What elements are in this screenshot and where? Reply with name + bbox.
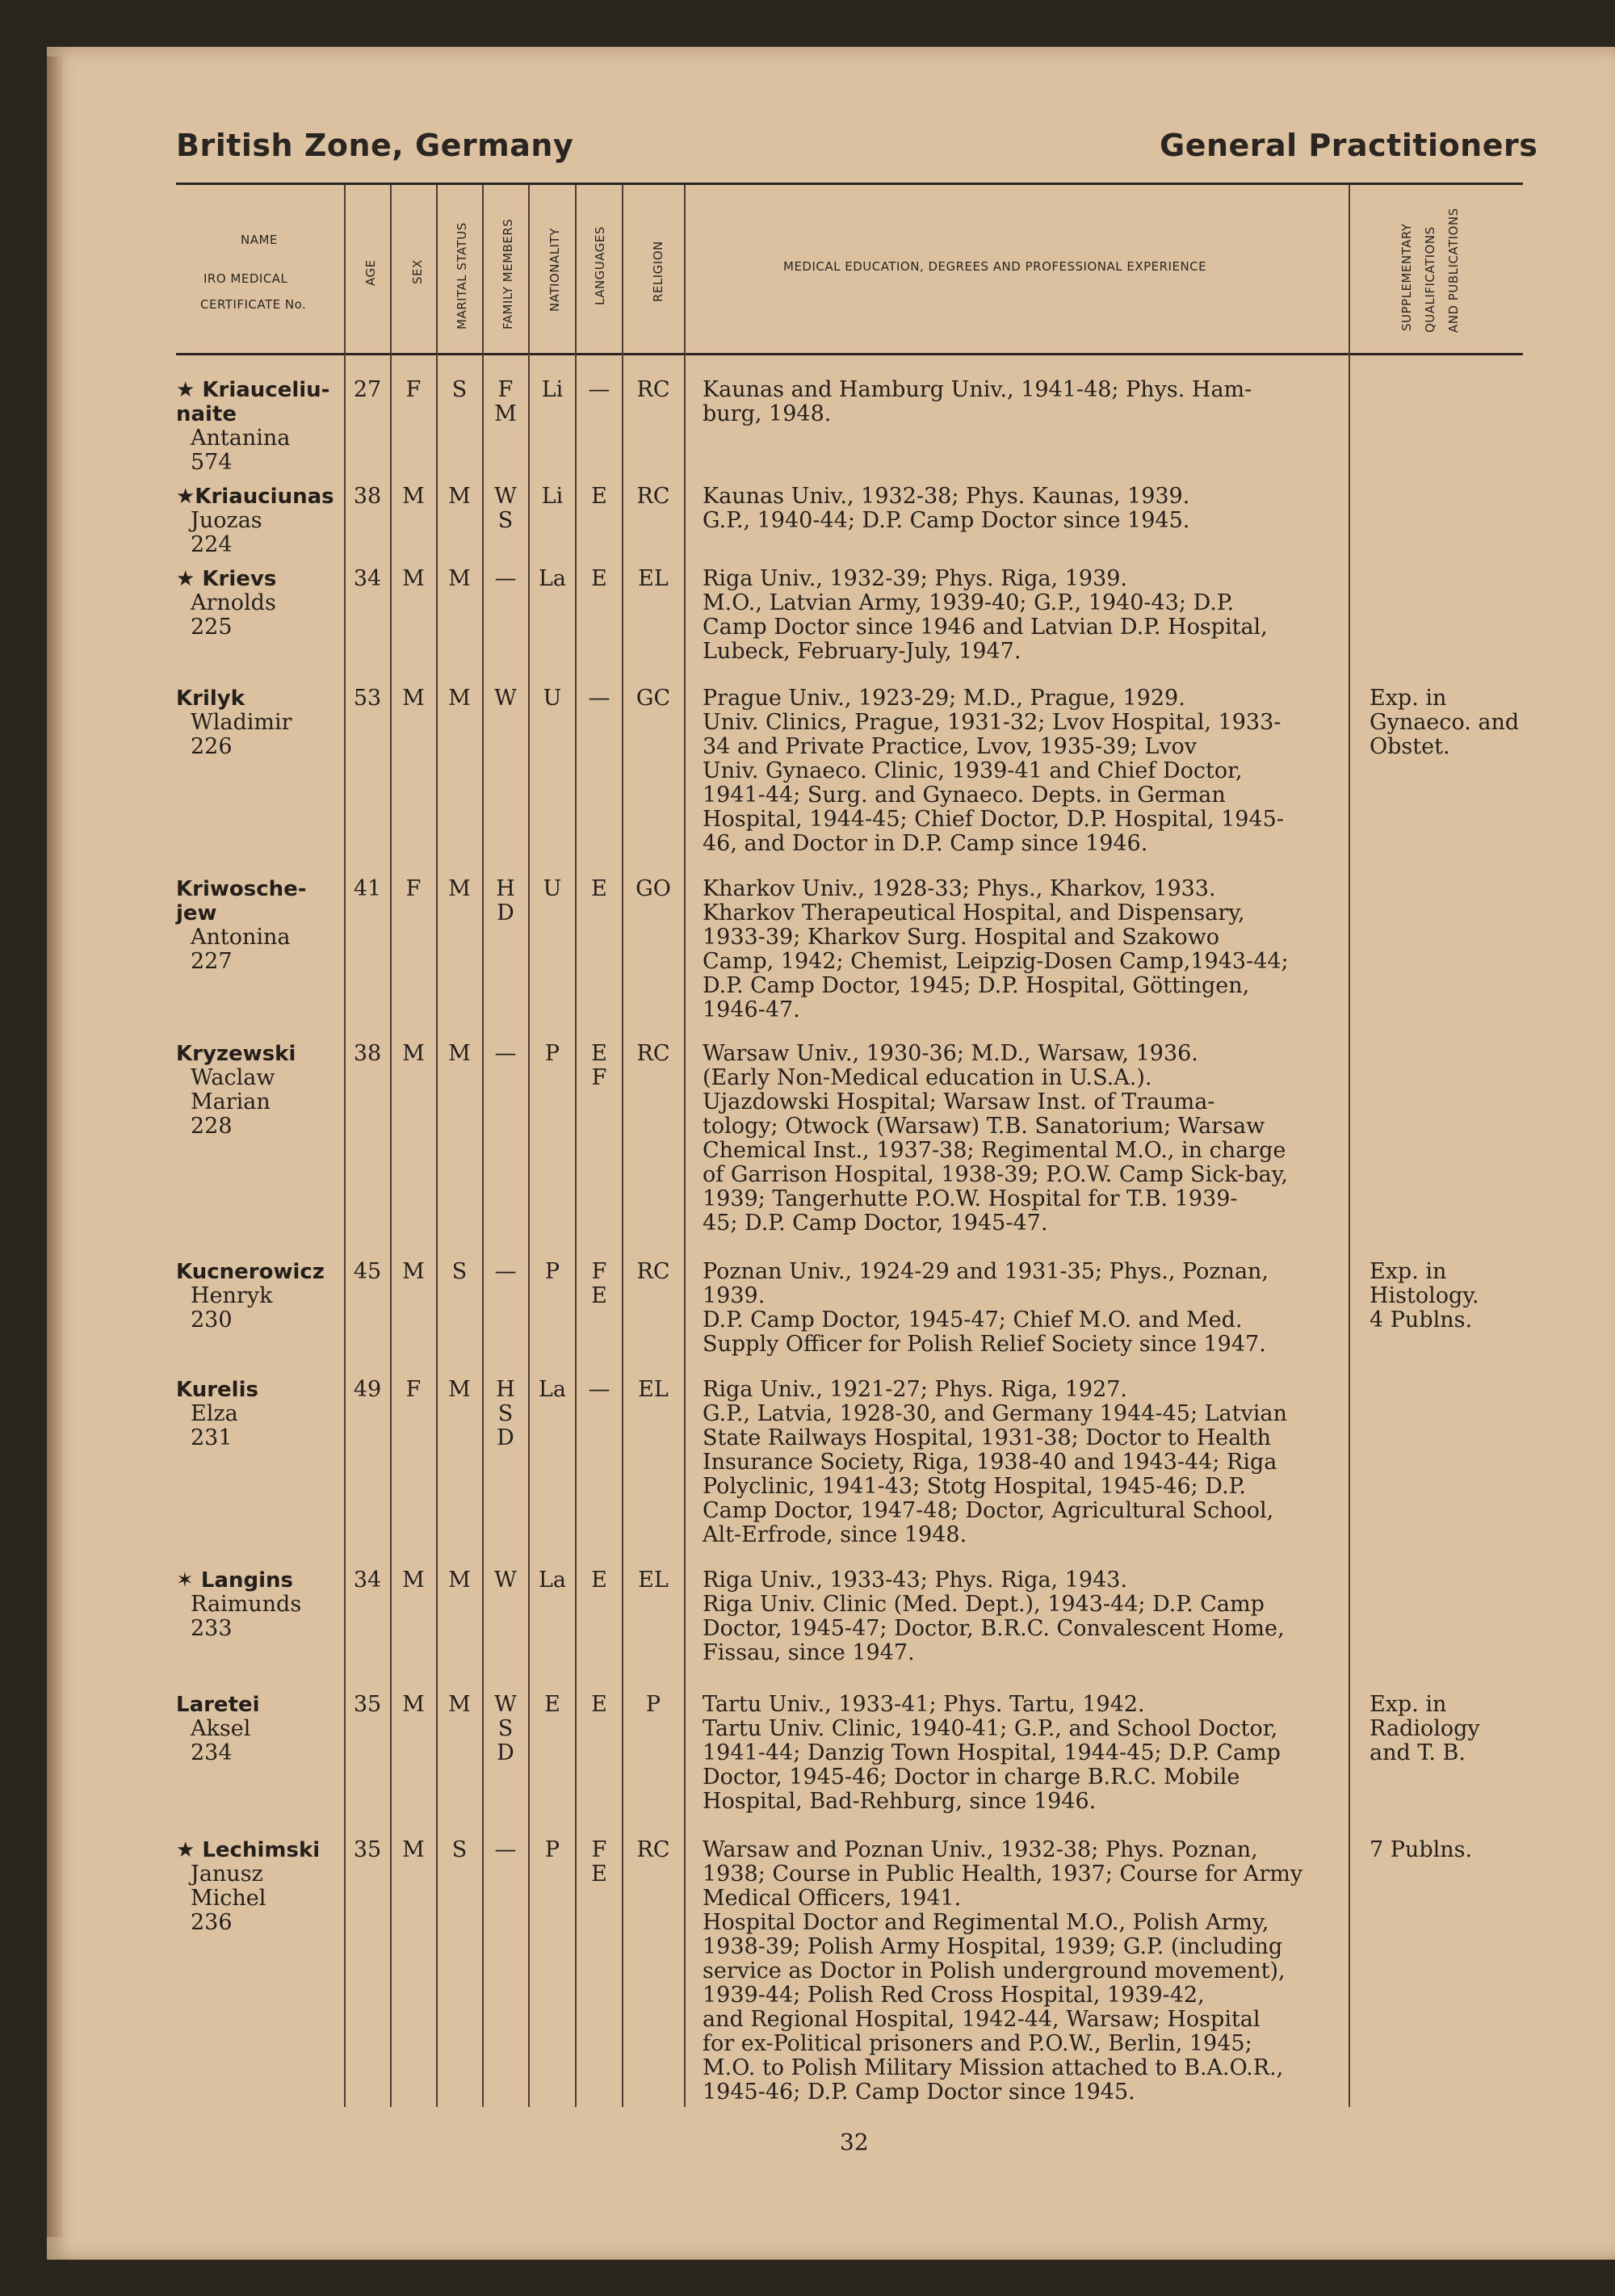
entry-age: 53	[353, 686, 382, 711]
entry-supplementary: Histology.	[1370, 1283, 1479, 1308]
entry-marital: S	[451, 377, 468, 402]
entry-language: E	[591, 566, 607, 591]
entry-experience-line: Warsaw and Poznan Univ., 1932-38; Phys. Poznan,	[703, 1837, 1258, 1862]
entry-family: W	[494, 686, 517, 711]
entry-nationality: La	[538, 566, 567, 591]
col-rule	[528, 185, 530, 2107]
col-rule	[344, 185, 346, 2107]
entry-nationality: Li	[541, 377, 564, 402]
entry-marital: M	[448, 566, 471, 591]
entry-family: W	[494, 484, 517, 509]
entry-experience-line: Fissau, since 1947.	[703, 1640, 915, 1665]
entry-given-name: 233	[191, 1616, 233, 1641]
col-rule	[622, 185, 623, 2107]
col-supp-line3: AND PUBLICATIONS	[1446, 208, 1461, 333]
entry-given-name: 227	[191, 949, 233, 974]
entry-experience-line: 1946-47.	[703, 997, 800, 1022]
entry-given-name: 230	[191, 1308, 233, 1333]
entry-name: Kryzewski	[176, 1042, 296, 1066]
entry-nationality: La	[538, 1568, 567, 1593]
col-marital: MARITAL STATUS	[455, 222, 469, 329]
entry-experience-line: Univ. Clinics, Prague, 1931-32; Lvov Hospital, 1933-	[703, 710, 1282, 735]
entry-name: ★ Kriauceliu-	[176, 378, 330, 402]
entry-age: 49	[353, 1377, 382, 1402]
entry-given-name: 236	[191, 1910, 233, 1935]
entry-given-name: Michel	[191, 1886, 266, 1911]
entry-marital: M	[448, 1692, 471, 1717]
entry-religion: EL	[638, 566, 669, 591]
entry-religion: GO	[636, 876, 671, 901]
entry-marital: M	[448, 1377, 471, 1402]
entry-age: 34	[353, 1568, 382, 1593]
top-rule	[176, 183, 1523, 185]
entry-supplementary: Obstet.	[1370, 734, 1450, 759]
entry-experience-line: Ujazdowski Hospital; Warsaw Inst. of Trauma-	[703, 1089, 1215, 1114]
entry-experience-line: 1941-44; Danzig Town Hospital, 1944-45; D.P. Camp	[703, 1740, 1281, 1765]
entry-given-name: 224	[191, 532, 233, 557]
entry-language: E	[591, 1041, 607, 1066]
entry-experience-line: Riga Univ., 1933-43; Phys. Riga, 1943.	[703, 1568, 1128, 1593]
entry-marital: S	[451, 1259, 468, 1284]
entry-marital: M	[448, 1041, 471, 1066]
col-supp-line1: SUPPLEMENTARY	[1399, 223, 1414, 331]
entry-experience-line: Chemical Inst., 1937-38; Regimental M.O., in charge	[703, 1138, 1286, 1163]
entry-family: —	[494, 1837, 517, 1862]
entry-family: S	[497, 508, 514, 533]
entry-age: 45	[353, 1259, 382, 1284]
entry-given-name: 231	[191, 1425, 233, 1450]
entry-family: S	[497, 1716, 514, 1741]
entry-experience-line: Riga Univ., 1921-27; Phys. Riga, 1927.	[703, 1377, 1128, 1402]
running-head-left: British Zone, Germany	[176, 128, 574, 163]
entry-experience-line: Insurance Society, Riga, 1938-40 and 1943-44; Riga	[703, 1450, 1277, 1475]
entry-nationality: U	[543, 686, 562, 711]
entry-given-name: 225	[191, 615, 233, 640]
entry-family: H	[496, 876, 515, 901]
entry-experience-line: Riga Univ. Clinic (Med. Dept.), 1943-44; D.P. Camp	[703, 1592, 1265, 1617]
entry-experience-line: Lubeck, February-July, 1947.	[703, 639, 1021, 664]
entry-religion: RC	[636, 1041, 670, 1066]
page-edge	[47, 57, 63, 2237]
col-name-line3: CERTIFICATE No.	[200, 297, 307, 312]
entry-experience-line: Hospital, 1944-45; Chief Doctor, D.P. Hospital, 1945-	[703, 807, 1284, 832]
entry-experience-line: Univ. Gynaeco. Clinic, 1939-41 and Chief Doctor,	[703, 758, 1243, 783]
entry-experience-line: Alt-Erfrode, since 1948.	[703, 1522, 967, 1547]
entry-supplementary: 4 Publns.	[1370, 1308, 1473, 1333]
entry-experience-line: 1939-44; Polish Red Cross Hospital, 1939-42,	[703, 1983, 1205, 2008]
entry-name: Kucnerowicz	[176, 1260, 325, 1284]
entry-experience-line: for ex-Political prisoners and P.O.W., Berlin, 1945;	[703, 2031, 1252, 2056]
entry-name: ★ Krievs	[176, 567, 277, 591]
entry-age: 35	[353, 1837, 382, 1862]
entry-religion: GC	[636, 686, 671, 711]
entry-family: S	[497, 1401, 514, 1426]
entry-name: Krilyk	[176, 686, 245, 711]
entry-experience-line: Tartu Univ. Clinic, 1940-41; G.P., and School Doctor,	[703, 1716, 1278, 1741]
col-supp-line2: QUALIFICATIONS	[1423, 226, 1437, 333]
entry-sex: M	[402, 1837, 425, 1862]
entry-experience-line: Riga Univ., 1932-39; Phys. Riga, 1939.	[703, 566, 1128, 591]
entry-language: E	[591, 1692, 607, 1717]
entry-nationality: P	[544, 1837, 560, 1862]
entry-given-name: Antanina	[191, 426, 291, 451]
entry-experience-line: Prague Univ., 1923-29; M.D., Prague, 1929.	[703, 686, 1185, 711]
entry-family: —	[494, 1259, 517, 1284]
entry-sex: M	[402, 1568, 425, 1593]
col-rule	[436, 185, 438, 2107]
entry-religion: EL	[638, 1568, 669, 1593]
entry-name: ★ Lechimski	[176, 1838, 321, 1862]
entry-experience-line: Warsaw Univ., 1930-36; M.D., Warsaw, 1936.	[703, 1041, 1198, 1066]
entry-marital: M	[448, 484, 471, 509]
entry-experience-line: Tartu Univ., 1933-41; Phys. Tartu, 1942.	[703, 1692, 1145, 1717]
entry-given-name: 226	[191, 734, 233, 759]
entry-experience-line: 1933-39; Kharkov Surg. Hospital and Szakowo	[703, 925, 1220, 950]
entry-age: 38	[353, 1041, 382, 1066]
entry-religion: RC	[636, 1259, 670, 1284]
entry-sex: M	[402, 1692, 425, 1717]
entry-family: W	[494, 1568, 517, 1593]
col-experience: MEDICAL EDUCATION, DEGREES AND PROFESSIONAL EXPERIENCE	[783, 259, 1207, 274]
entry-supplementary: Radiology	[1370, 1716, 1480, 1741]
entry-experience-line: of Garrison Hospital, 1938-39; P.O.W. Camp Sick-bay,	[703, 1162, 1288, 1187]
entry-name: naite	[176, 402, 237, 426]
entry-given-name: Antonina	[191, 925, 291, 950]
entry-language: F	[591, 1259, 607, 1284]
col-rule	[1349, 185, 1350, 2107]
entry-given-name: Elza	[191, 1401, 238, 1426]
entry-experience-line: Kaunas Univ., 1932-38; Phys. Kaunas, 1939.	[703, 484, 1190, 509]
entry-language: E	[591, 876, 607, 901]
entry-age: 27	[353, 377, 382, 402]
entry-age: 41	[353, 876, 382, 901]
entry-sex: M	[402, 1041, 425, 1066]
entry-experience-line: Poznan Univ., 1924-29 and 1931-35; Phys., Poznan,	[703, 1259, 1269, 1284]
entry-experience-line: Camp, 1942; Chemist, Leipzig-Dosen Camp,1943-44;	[703, 949, 1289, 974]
entry-experience-line: D.P. Camp Doctor, 1945-47; Chief M.O. and Med.	[703, 1308, 1243, 1333]
running-head-right: General Practitioners	[1160, 128, 1538, 163]
entry-experience-line: service as Doctor in Polish underground movement),	[703, 1958, 1286, 1983]
entry-experience-line: State Railways Hospital, 1931-38; Doctor to Health	[703, 1425, 1272, 1450]
entry-experience-line: G.P., 1940-44; D.P. Camp Doctor since 1945.	[703, 508, 1190, 533]
entry-given-name: Aksel	[191, 1716, 251, 1741]
entry-language: E	[591, 1862, 607, 1887]
entry-experience-line: Doctor, 1945-47; Doctor, B.R.C. Convalescent Home,	[703, 1616, 1285, 1641]
entry-experience-line: G.P., Latvia, 1928-30, and Germany 1944-45; Latvian	[703, 1401, 1287, 1426]
entry-experience-line: 34 and Private Practice, Lvov, 1935-39; Lvov	[703, 734, 1198, 759]
entry-experience-line: Kharkov Therapeutical Hospital, and Dispensary,	[703, 900, 1245, 926]
entry-sex: F	[405, 876, 422, 901]
entry-age: 38	[353, 484, 382, 509]
entry-name: ✶ Langins	[176, 1568, 293, 1593]
entry-experience-line: Medical Officers, 1941.	[703, 1886, 962, 1911]
entry-marital: M	[448, 1568, 471, 1593]
entry-religion: P	[645, 1692, 661, 1717]
entry-religion: RC	[636, 484, 670, 509]
entry-supplementary: and T. B.	[1370, 1740, 1466, 1765]
entry-marital: M	[448, 876, 471, 901]
entry-nationality: La	[538, 1377, 567, 1402]
entry-experience-line: Hospital, Bad-Rehburg, since 1946.	[703, 1789, 1097, 1814]
entry-marital: M	[448, 686, 471, 711]
entry-experience-line: 1941-44; Surg. and Gynaeco. Depts. in German	[703, 783, 1226, 808]
entry-family: H	[496, 1377, 515, 1402]
entry-supplementary: 7 Publns.	[1370, 1837, 1473, 1862]
page-number: 32	[840, 2129, 869, 2155]
col-name-line1: NAME	[241, 233, 278, 247]
entry-age: 35	[353, 1692, 382, 1717]
entry-language: E	[591, 484, 607, 509]
entry-language: E	[591, 1283, 607, 1308]
entry-given-name: 228	[191, 1114, 233, 1139]
entry-family: W	[494, 1692, 517, 1717]
entry-family: D	[497, 900, 514, 926]
entry-name: Kurelis	[176, 1378, 258, 1402]
entry-nationality: P	[544, 1041, 560, 1066]
entry-experience-line: D.P. Camp Doctor, 1945; D.P. Hospital, Göttingen,	[703, 973, 1250, 998]
col-rule	[390, 185, 392, 2107]
entry-family: M	[494, 401, 517, 426]
entry-experience-line: 1939.	[703, 1283, 766, 1308]
entry-family: D	[497, 1425, 514, 1450]
entry-supplementary: Exp. in	[1370, 1692, 1447, 1717]
entry-experience-line: Polyclinic, 1941-43; Stotg Hospital, 1945-46; D.P.	[703, 1474, 1246, 1499]
col-languages: LANGUAGES	[593, 226, 607, 305]
col-age: AGE	[363, 259, 378, 286]
entry-experience-line: Kharkov Univ., 1928-33; Phys., Kharkov, 1933.	[703, 876, 1216, 901]
entry-family: —	[494, 1041, 517, 1066]
entry-language: —	[588, 686, 610, 711]
entry-language: E	[591, 1568, 607, 1593]
col-family: FAMILY MEMBERS	[501, 218, 515, 329]
entry-experience-line: 46, and Doctor in D.P. Camp since 1946.	[703, 831, 1148, 856]
entry-sex: M	[402, 686, 425, 711]
entry-nationality: E	[544, 1692, 560, 1717]
entry-given-name: Janusz	[191, 1862, 263, 1887]
entry-sex: F	[405, 1377, 422, 1402]
entry-name: Kriwosche-	[176, 877, 307, 901]
entry-experience-line: (Early Non-Medical education in U.S.A.).	[703, 1065, 1152, 1090]
entry-supplementary: Exp. in	[1370, 686, 1447, 711]
entry-experience-line: 1938; Course in Public Health, 1937; Course for Army	[703, 1862, 1303, 1887]
header-rule	[176, 353, 1523, 355]
entry-religion: EL	[638, 1377, 669, 1402]
entry-supplementary: Gynaeco. and	[1370, 710, 1520, 735]
entry-experience-line: tology; Otwock (Warsaw) T.B. Sanatorium; Warsaw	[703, 1114, 1265, 1139]
entry-experience-line: and Regional Hospital, 1942-44, Warsaw; Hospital	[703, 2007, 1261, 2032]
entry-given-name: 574	[191, 450, 233, 475]
entry-language: F	[591, 1065, 607, 1090]
entry-given-name: Arnolds	[191, 590, 276, 615]
entry-experience-line: 45; D.P. Camp Doctor, 1945-47.	[703, 1211, 1048, 1236]
col-rule	[575, 185, 577, 2107]
entry-sex: M	[402, 1259, 425, 1284]
col-sex: SEX	[410, 259, 425, 284]
entry-experience-line: Doctor, 1945-46; Doctor in charge B.R.C. Mobile	[703, 1765, 1240, 1790]
entry-religion: RC	[636, 1837, 670, 1862]
col-name-line2: IRO MEDICAL	[203, 271, 288, 286]
entry-name: ★Kriauciunas	[176, 485, 334, 509]
entry-supplementary: Exp. in	[1370, 1259, 1447, 1284]
entry-nationality: Li	[541, 484, 564, 509]
entry-sex: M	[402, 484, 425, 509]
entry-experience-line: 1938-39; Polish Army Hospital, 1939; G.P. (including	[703, 1934, 1283, 1959]
entry-given-name: Waclaw	[191, 1065, 275, 1090]
entry-experience-line: Hospital Doctor and Regimental M.O., Polish Army,	[703, 1910, 1269, 1935]
col-religion: RELIGION	[651, 241, 665, 302]
entry-experience-line: Camp Doctor since 1946 and Latvian D.P. Hospital,	[703, 615, 1268, 640]
entry-age: 34	[353, 566, 382, 591]
entry-given-name: Juozas	[191, 508, 262, 533]
entry-experience-line: Kaunas and Hamburg Univ., 1941-48; Phys. Ham-	[703, 377, 1252, 402]
col-nationality: NATIONALITY	[547, 228, 562, 312]
entry-given-name: Henryk	[191, 1283, 273, 1308]
entry-experience-line: 1945-46; D.P. Camp Doctor since 1945.	[703, 2080, 1135, 2105]
entry-nationality: U	[543, 876, 562, 901]
entry-family: D	[497, 1740, 514, 1765]
col-rule	[684, 185, 686, 2107]
entry-name: Laretei	[176, 1693, 260, 1717]
entry-given-name: 234	[191, 1740, 233, 1765]
entry-sex: M	[402, 566, 425, 591]
entry-sex: F	[405, 377, 422, 402]
entry-nationality: P	[544, 1259, 560, 1284]
entry-given-name: Marian	[191, 1089, 271, 1114]
entry-family: —	[494, 566, 517, 591]
entry-experience-line: M.O. to Polish Military Mission attached to B.A.O.R.,	[703, 2055, 1284, 2080]
entry-experience-line: M.O., Latvian Army, 1939-40; G.P., 1940-43; D.P.	[703, 590, 1235, 615]
entry-family: F	[497, 377, 514, 402]
entry-language: —	[588, 1377, 610, 1402]
entry-language: F	[591, 1837, 607, 1862]
entry-experience-line: Supply Officer for Polish Relief Society since 1947.	[703, 1332, 1266, 1357]
entry-experience-line: Camp Doctor, 1947-48; Doctor, Agricultural School,	[703, 1498, 1274, 1523]
entry-religion: RC	[636, 377, 670, 402]
entry-given-name: Raimunds	[191, 1592, 302, 1617]
entry-language: —	[588, 377, 610, 402]
entry-given-name: Wladimir	[191, 710, 292, 735]
col-rule	[482, 185, 484, 2107]
entry-experience-line: 1939; Tangerhutte P.O.W. Hospital for T.B. 1939-	[703, 1186, 1238, 1211]
entry-marital: S	[451, 1837, 468, 1862]
entry-experience-line: burg, 1948.	[703, 401, 832, 426]
entry-name: jew	[176, 901, 217, 926]
